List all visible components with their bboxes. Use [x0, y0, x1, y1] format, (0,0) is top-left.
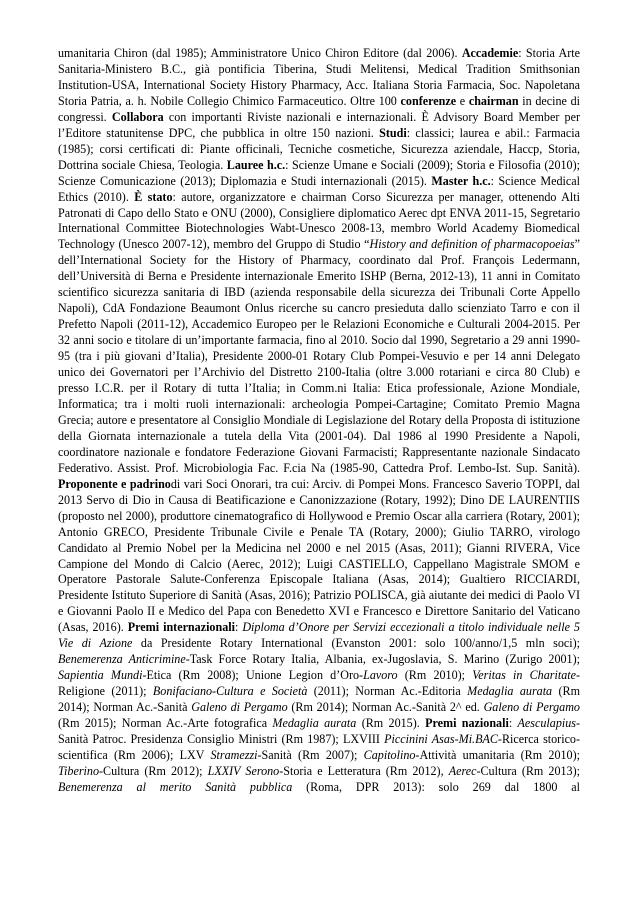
document-page: [58, 46, 580, 796]
biography-paragraph: umanitaria Chiron (dal 1985); Amministratore Unico Chiron Editore (dal 2006). Accademie: Storia Arte Sanitaria-Ministero B.C., già pontificia Tiberina, Studi Melitensi, Medical Tradition Smithsonian Institution-USA, International Society History Pharmacy, Acc. Italiana Storia Farmacia, Soc. Napoletana Storia Patria, a. h. Nobile Collegio Chimico Farmaceutico. Oltre 100 conferenze e chairman in decine di congressi. Collabora con importanti Riviste nazionali e internazionali. È Advisory Board Member per l’Editore statunitense DPC, che pubblica in oltre 150 nazioni. Studi: classici; laurea e abil.: Farmacia (1985); corsi certificati di: Piante officinali, Tecniche cosmetiche, Sicurezza aziendale, Haccp, Storia, Dottrina sociale Chiesa, Teologia. Lauree h.c.: Scienze Umane e Sociali (2009); Storia e Filosofia (2010); Scienze Comunicazione (2013); Diplomazia e Studi internazionali (2015). Master h.c.: Science Medical Ethics (2010). È stato: autore, organizzatore e chairman Corso Sicurezza per manager, ottenendo Alti Patronati di Capo dello Stato e ONU (2000), Consigliere diplomatico Aerec dpt ENVA 2011-15, Segretario International Committee Biotechnologies Wabt-Unesco 2008-13, membro World Academy Biomedical Technology (Unesco 2007-12), membro del Gruppo di Studio “History and definition of pharmacopoeias” dell’International Society for the History of Pharmacy, coordinato dal Prof. François Ledermann, dell’Università di Berna e Presidente internazionale Emerito ISHP (Berna, 2012-13), 11 anni in Comitato scientifico sicurezza sanitaria di IBD (azienda responsabile della sicurezza dei Tribunali Corte Appello Napoli), CdA Fondazione Beaumont Onlus ricerche su cancro presieduta dallo scienziato Tarro e con il Prefetto Napoli (2011-12), Accademico Europeo per le Relazioni Economiche e Culturali 2004-2015. Per 32 anni socio e titolare di un’importante farmacia, fino al 2010. Socio dal 1990, Segretario a 29 anni 1990-95 (tra i più giovani d’Italia), Presidente 2000-01 Rotary Club Pompei-Vesuvio e per 14 anni Delegato unico dei Governatori per l’Archivio del Distretto 2100-Italia (oltre 3.000 rotariani e circa 80 Club) e presso I.C.R. per il Rotary di tutta l’Italia; in Comm.ni Italia: Etica professionale, Azione Mondiale, Informatica; tra i molti ruoli internazionali: archeologia Pompei-Cartagine; Comitato Premio Magna Grecia; autore e presentatore al Consiglio Mondiale di Legislazione del Rotary della Proposta di istituzione della Giornata internazionale a tutela della Vita (2001-04). Dal 1986 al 1990 Presidente a Napoli, coordinatore nazionale e fondatore Federazione Giovani Farmacisti; Rappresentante nazionale Sindacato Federativo. Assist. Prof. Microbiologia Fac. F.cia Na (1985-90, Cattedra Prof. Lembo-Ist. Sup. Sanità). Proponente e padrinodi vari Soci Onorari, tra cui: Arciv. di Pompei Mons. Francesco Saverio TOPPI, dal 2013 Servo di Dio in Causa di Beatificazione e Canonizzazione (Rotary, 1992); Dino DE LAURENTIIS (proposto nel 2000), produttore cinematografico di Hollywood e Premio Oscar alla carriera (Rotary, 2001); Antonio GRECO, Presidente Tribunale Civile e Penale TA (Rotary, 2000); Giulio TARRO, virologo Candidato al Premio Nobel per la Medicina nel 2000 e nel 2015 (Asas, 2011); Gianni RIVERA, Vice Campione del Mondo di Calcio (Aerec, 2012); Luigi CASTIELLO, Cappellano Magistrale SMOM e Operatore Pastorale Salute-Conferenza Episcopale Italiana (Asas, 2014); Gualtiero RICCIARDI, Presidente Istituto Superiore di Sanità (Asas, 2016); Patrizio POLISCA, già aiutante dei medici di Paolo VI e Giovanni Paolo II e Medico del Papa con Benedetto XVI e Francesco e Direttore Sanitario del Vaticano (Asas, 2016). Premi internazionali: Diploma d’Onore per Servizi eccezionali a titolo individuale nelle 5 Vie di Azione da Presidente Rotary International (Evanston 2001: solo 100/anno/1,5 mln soci); Benemerenza Anticrimine-Task Force Rotary Italia, Albania, ex-Jugoslavia, S. Marino (Zurigo 2001); Sapientia Mundi-Etica (Rm 2008); Unione Legion d’Oro-Lavoro (Rm 2010); Veritas in Charitate-Religione (2011); Bonifaciano-Cultura e Società (2011); Norman Ac.-Editoria Medaglia aurata (Rm 2014); Norman Ac.-Sanità Galeno di Pergamo (Rm 2014); Norman Ac.-Sanità 2^ ed. Galeno di Pergamo (Rm 2015); Norman Ac.-Arte fotografica Medaglia aurata (Rm 2015). Premi nazionali: Aesculapius-Sanità Patroc. Presidenza Consiglio Ministri (Rm 1987); LXVIII Piccinini Asas-Mi.BAC-Ricerca storico-scientifica (Rm 2006); LXV Stramezzi-Sanità (Rm 2007); Capitolino-Attività umanitaria (Rm 2010); Tiberino-Cultura (Rm 2012); LXXIV Serono-Storia e Letteratura (Rm 2012), Aerec-Cultura (Rm 2013); Benemerenza al merito Sanità pubblica (Roma, DPR 2013): solo 269 dal 1800 al: [58, 46, 581, 794]
